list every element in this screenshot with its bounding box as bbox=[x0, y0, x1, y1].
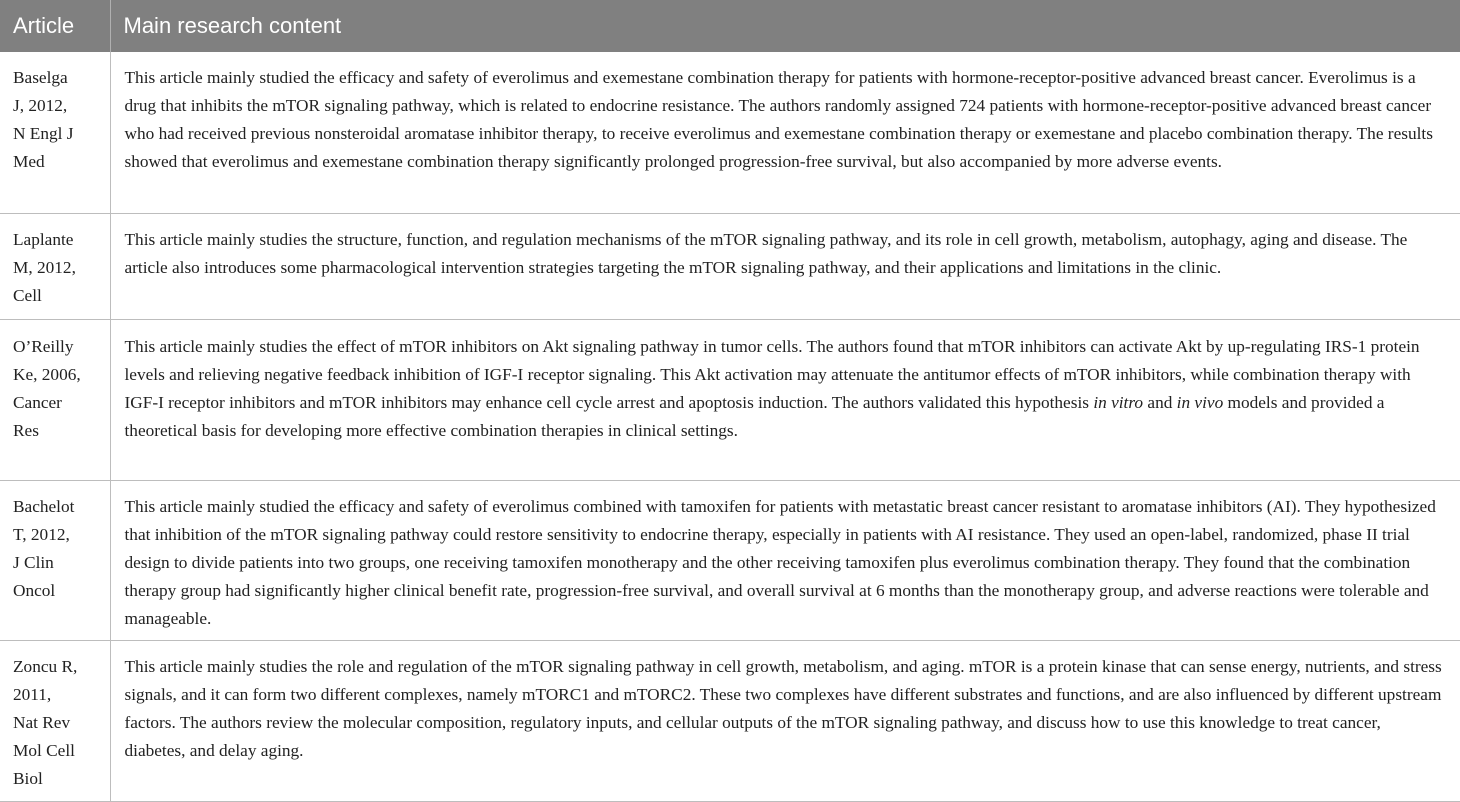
table-row bbox=[0, 52, 1460, 213]
table-header bbox=[0, 0, 1460, 52]
header-main-research-content: Main research content bbox=[110, 0, 1460, 52]
table-row bbox=[0, 319, 1460, 480]
italic-term: in vivo bbox=[1176, 392, 1224, 412]
article-cell: Laplante M, 2012, Cell bbox=[0, 213, 110, 319]
content-cell bbox=[110, 319, 1460, 480]
content-cell: This article mainly studies the structure, function, and regulation mechanisms of the mTOR signaling pathway, and its role in cell growth, metabolism, autophagy, aging and disease. The article also introduces some pharmacological intervention strategies targeting the mTOR signaling pathway, and their applications and limitations in the clinic. bbox=[110, 213, 1460, 319]
header-article: Article bbox=[0, 0, 110, 52]
article-cell: O’Reilly Ke, 2006, Cancer Res bbox=[0, 319, 110, 480]
content-text: and bbox=[1143, 392, 1177, 412]
italic-term: in vitro bbox=[1093, 392, 1144, 412]
content-cell: This article mainly studies the role and regulation of the mTOR signaling pathway in cell growth, metabolism, and aging. mTOR is a protein kinase that can sense energy, nutrients, and stress signals, and it can form two different complexes, namely mTORC1 and mTORC2. These two complexes have different substrates and functions, and are also influenced by different upstream factors. The authors review the molecular composition, regulatory inputs, and cellular outputs of the mTOR signaling pathway, and discuss how to use this knowledge to treat cancer, diabetes, and delay aging. bbox=[110, 640, 1460, 801]
content-cell: This article mainly studied the efficacy and safety of everolimus and exemestane combination therapy for patients with hormone-receptor-positive advanced breast cancer. Everolimus is a drug that inhibits the mTOR signaling pathway, which is related to endocrine resistance. The authors randomly assigned 724 patients with hormone-receptor-positive advanced breast cancer who had received previous nonsteroidal aromatase inhibitor therapy, to receive everolimus and exemestane combination therapy or exemestane and placebo combination therapy. The results showed that everolimus and exemestane combination therapy significantly prolonged progression-free survival, but also accompanied by more adverse events. bbox=[110, 52, 1460, 213]
content-text: This article mainly studies the effect of mTOR inhibitors on Akt signaling pathway in tumor cells. The authors found that mTOR inhibitors can activate Akt by up-regulating IRS-1 protein levels and relieving negative feedback inhibition of IGF-I receptor signaling. This Akt activation may attenuate the antitumor effects of mTOR inhibitors, while combination therapy with IGF-I receptor inhibitors and mTOR inhibitors may enhance cell cycle arrest and apoptosis induction. The authors validated this hypothesis bbox=[124, 336, 1420, 412]
table-row bbox=[0, 213, 1460, 319]
content-text: models and provided a theoretical basis for developing more effective combination therapies in clinical settings. bbox=[124, 392, 1385, 440]
table-row bbox=[0, 480, 1460, 640]
table-body bbox=[0, 52, 1460, 801]
header-row bbox=[0, 0, 1460, 52]
article-cell: Baselga J, 2012, N Engl J Med bbox=[0, 52, 110, 213]
article-cell: Zoncu R, 2011, Nat Rev Mol Cell Biol bbox=[0, 640, 110, 801]
table-row bbox=[0, 640, 1460, 801]
content-cell: This article mainly studied the efficacy and safety of everolimus combined with tamoxifen for patients with metastatic breast cancer resistant to aromatase inhibitors (AI). They hypothesized that inhibition of the mTOR signaling pathway could restore sensitivity to endocrine therapy, especially in patients with AI resistance. They used an open-label, randomized, phase II trial design to divide patients into two groups, one receiving tamoxifen monotherapy and the other receiving tamoxifen plus everolimus combination therapy. They found that the combination therapy group had significantly higher clinical benefit rate, progression-free survival, and overall survival at 6 months than the monotherapy group, and adverse reactions were tolerable and manageable. bbox=[110, 480, 1460, 640]
article-cell: Bachelot T, 2012, J Clin Oncol bbox=[0, 480, 110, 640]
